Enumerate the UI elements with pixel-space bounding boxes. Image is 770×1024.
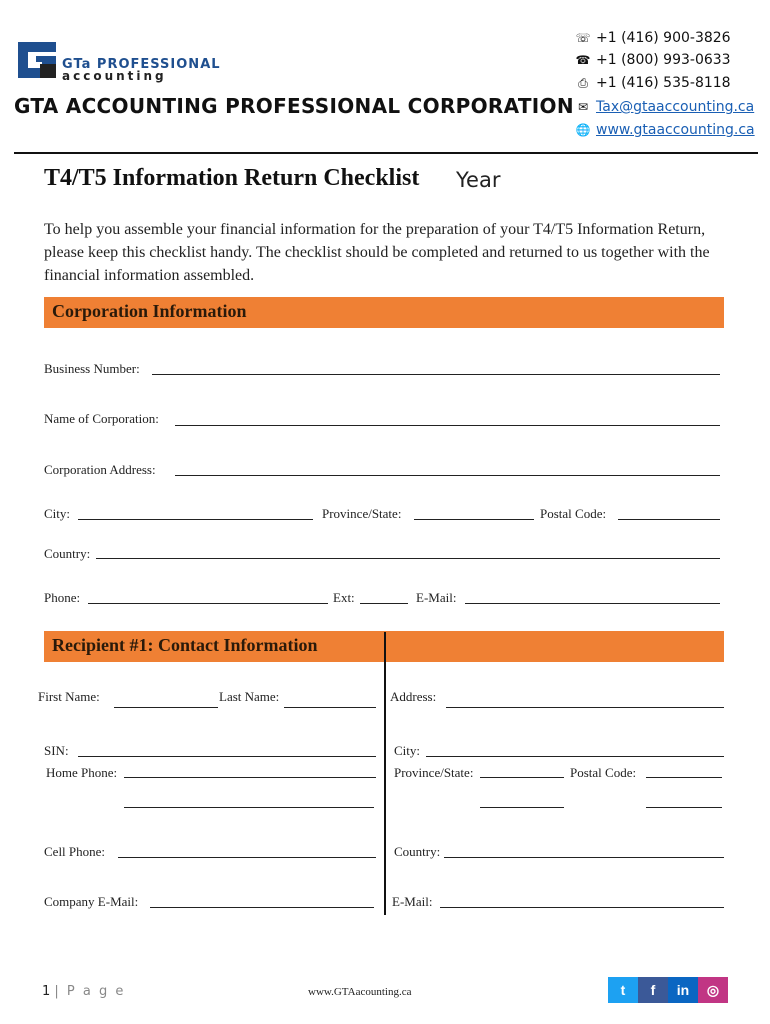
corp-city-field[interactable] bbox=[78, 519, 313, 520]
recipient-province-label: Province/State: bbox=[394, 765, 474, 780]
phone-icon: ☏ bbox=[575, 31, 591, 45]
website-link[interactable]: www.gtaaccounting.ca bbox=[596, 122, 755, 138]
company-email-label: Company E-Mail: bbox=[44, 894, 139, 909]
business-number-field[interactable] bbox=[152, 374, 720, 375]
corp-postal-label: Postal Code: bbox=[540, 506, 607, 521]
home-phone-field[interactable] bbox=[124, 777, 376, 778]
corp-country-field[interactable] bbox=[96, 558, 720, 559]
corp-phone-label: Phone: bbox=[44, 590, 81, 605]
recipient-city-label: City: bbox=[394, 743, 421, 758]
corp-province-field[interactable] bbox=[414, 519, 534, 520]
first-name-label: First Name: bbox=[38, 689, 100, 704]
recipient-postal-field[interactable] bbox=[646, 777, 722, 778]
recipient-section-title: Recipient #1: Contact Information bbox=[52, 635, 318, 655]
contact-fax-text: +1 (416) 535-8118 bbox=[596, 75, 731, 91]
home-phone-field-extra[interactable] bbox=[124, 807, 374, 808]
logo-text-professional: GTa PROFESSIONAL bbox=[62, 57, 221, 72]
logo-text-accounting: accounting bbox=[62, 69, 167, 83]
recipient-country-field[interactable] bbox=[444, 857, 724, 858]
last-name-label: Last Name: bbox=[219, 689, 280, 704]
company-name: GTA ACCOUNTING PROFESSIONAL CORPORATION bbox=[14, 94, 574, 118]
header-divider bbox=[14, 152, 758, 154]
contact-fax bbox=[574, 75, 731, 91]
recipient-column-divider bbox=[384, 632, 386, 915]
corp-phone-field[interactable] bbox=[88, 603, 328, 604]
corp-postal-field[interactable] bbox=[618, 519, 720, 520]
recipient-city-field[interactable] bbox=[426, 756, 724, 757]
cell-phone-label: Cell Phone: bbox=[44, 844, 106, 859]
corp-email-field[interactable] bbox=[465, 603, 720, 604]
corporation-address-field[interactable] bbox=[175, 475, 720, 476]
page-number bbox=[42, 984, 125, 999]
page-label: | P a g e bbox=[54, 984, 126, 999]
corp-province-label: Province/State: bbox=[322, 506, 402, 521]
cell-phone-field[interactable] bbox=[118, 857, 376, 858]
last-name-field[interactable] bbox=[284, 707, 376, 708]
intro-paragraph: To help you assemble your financial information for the preparation of your T4/T5 Information Return, please keep this checklist handy. The checklist should be completed and returned to us together with the financial information assembled. bbox=[44, 221, 710, 284]
logo-mark bbox=[16, 40, 60, 80]
facebook-icon[interactable]: f bbox=[638, 977, 668, 1003]
year-label: Year bbox=[456, 168, 501, 192]
contact-website[interactable] bbox=[574, 122, 755, 138]
twitter-icon[interactable]: t bbox=[608, 977, 638, 1003]
footer-url[interactable]: www.GTAacounting.ca bbox=[308, 986, 412, 998]
corporation-address-label: Corporation Address: bbox=[44, 462, 156, 477]
contact-phone bbox=[574, 30, 731, 46]
email-icon: ✉ bbox=[577, 100, 589, 114]
contact-phone-text: +1 (416) 900-3826 bbox=[596, 30, 731, 46]
contact-toll-free bbox=[574, 52, 731, 68]
contact-toll-free-text: +1 (800) 993-0633 bbox=[596, 52, 731, 68]
corp-email-label: E-Mail: bbox=[416, 590, 457, 605]
home-phone-label: Home Phone: bbox=[46, 765, 118, 780]
toll-free-phone-icon: ☎ bbox=[575, 53, 591, 67]
recipient-province-field[interactable] bbox=[480, 777, 564, 778]
recipient-country-label: Country: bbox=[394, 844, 441, 859]
recipient-email-field[interactable] bbox=[440, 907, 724, 908]
recipient-postal-label: Postal Code: bbox=[570, 765, 637, 780]
corporation-name-label: Name of Corporation: bbox=[44, 411, 159, 426]
recipient-address-field[interactable] bbox=[446, 707, 724, 708]
instagram-icon[interactable]: ◎ bbox=[698, 977, 728, 1003]
business-number-label: Business Number: bbox=[44, 361, 140, 376]
sin-label: SIN: bbox=[44, 743, 69, 758]
recipient-province-field-extra[interactable] bbox=[480, 807, 564, 808]
recipient-postal-field-extra[interactable] bbox=[646, 807, 722, 808]
corp-country-label: Country: bbox=[44, 546, 91, 561]
page-title: T4/T5 Information Return Checklist bbox=[44, 165, 420, 191]
fax-icon: ⎙ bbox=[578, 76, 588, 90]
recipient-address-label: Address: bbox=[390, 689, 437, 704]
first-name-field[interactable] bbox=[114, 707, 218, 708]
corp-ext-label: Ext: bbox=[333, 590, 355, 605]
corporation-name-field[interactable] bbox=[175, 425, 720, 426]
globe-icon: 🌐 bbox=[575, 123, 591, 137]
recipient-email-label: E-Mail: bbox=[392, 894, 433, 909]
email-link[interactable]: Tax@gtaaccounting.ca bbox=[596, 99, 755, 115]
corporation-section-header bbox=[44, 297, 724, 328]
contact-email[interactable] bbox=[574, 99, 754, 115]
page-number-value: 1 bbox=[42, 984, 51, 999]
sin-field[interactable] bbox=[78, 756, 376, 757]
company-email-field[interactable] bbox=[150, 907, 374, 908]
linkedin-icon[interactable]: in bbox=[668, 977, 698, 1003]
corp-city-label: City: bbox=[44, 506, 71, 521]
corporation-section-title: Corporation Information bbox=[52, 301, 247, 321]
corp-ext-field[interactable] bbox=[360, 603, 408, 604]
